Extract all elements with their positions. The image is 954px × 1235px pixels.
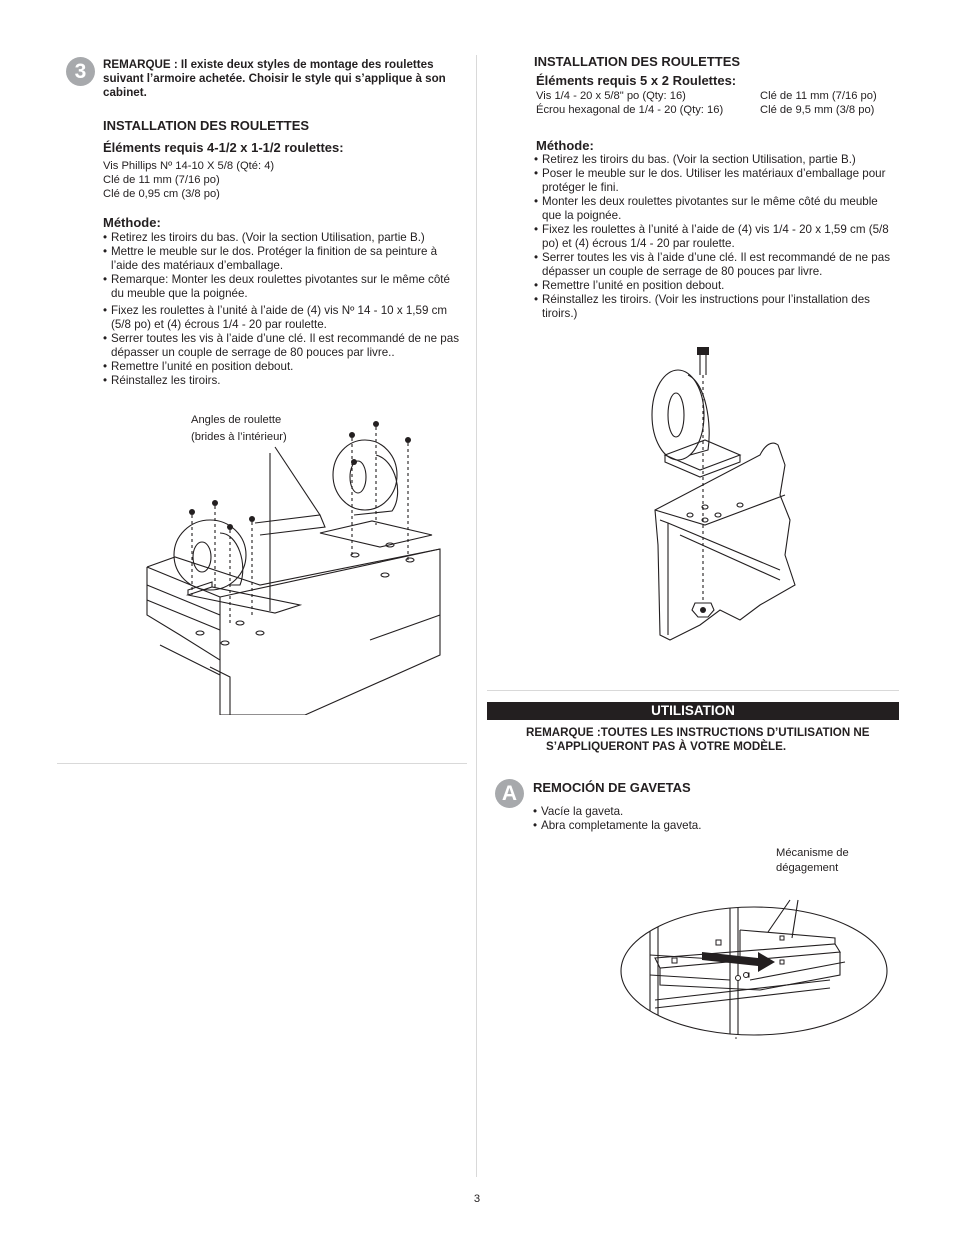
right-caster-illustration	[640, 345, 810, 645]
utilisation-section-bar: UTILISATION	[487, 702, 899, 720]
left-requirements-list	[103, 159, 403, 201]
left-section-rule	[57, 763, 467, 764]
left-callout-line: (brides à l’intérieur)	[191, 431, 287, 443]
right-requirements-col1	[536, 89, 723, 117]
right-requirements-title: Éléments requis 5 x 2 Roulettes:	[536, 73, 737, 88]
release-mechanism-line: Mécanisme de	[776, 847, 849, 859]
right-method-step: • Remettre l’unité en position debout.	[534, 279, 898, 293]
right-method-step: • Réinstallez les tiroirs. (Voir les instructions pour l’installation des tiroirs.)	[534, 293, 898, 321]
right-req-item: Clé de 9,5 mm (3/8 po)	[760, 104, 875, 116]
right-method-step: • Monter les deux roulettes pivotantes sur le même côté du meuble que la poignée.	[534, 195, 898, 223]
right-req-item: Vis 1/4 - 20 x 5/8" po (Qty: 16)	[536, 90, 686, 102]
left-caster-illustration	[140, 415, 450, 715]
right-method-step: • Fixez les roulettes à l’unité à l’aide de (4) vis 1/4 - 20 x 1,59 cm (5/8 po) et (4) écrous 1/4 - 20 par roulette.	[534, 223, 898, 251]
drawer-removal-title: REMOCIÓN DE GAVETAS	[533, 780, 691, 795]
left-method-step: • Réinstallez les tiroirs.	[103, 374, 465, 388]
left-method-title: Méthode:	[103, 215, 161, 230]
right-req-item: Écrou hexagonal de 1/4 - 20 (Qty: 16)	[536, 104, 724, 116]
step-3-badge: 3	[66, 57, 95, 86]
right-method-step: • Retirez les tiroirs du bas. (Voir la section Utilisation, partie B.)	[534, 153, 898, 167]
left-note: REMARQUE : Il existe deux styles de montage des roulettes suivant l’armoire achetée. Choisir le style qui s’applique à son cabinet.	[103, 58, 446, 99]
drawer-removal-step: • Vacíe la gaveta.	[533, 805, 833, 819]
right-req-item: Clé de 11 mm (7/16 po)	[760, 90, 877, 102]
release-mechanism-line: dégagement	[776, 862, 839, 874]
left-method-step: • Remettre l’unité en position debout.	[103, 360, 465, 374]
left-method-step: • Retirez les tiroirs du bas. (Voir la section Utilisation, partie B.)	[103, 231, 465, 245]
release-mechanism-label	[776, 846, 849, 875]
left-requirements-title: Éléments requis 4-1/2 x 1-1/2 roulettes:	[103, 140, 344, 155]
left-method-step: • Remarque: Monter les deux roulettes pivotantes sur le même côté du meuble que la poignée.	[103, 273, 465, 301]
drawer-removal-list	[533, 805, 833, 833]
step-a-badge: A	[495, 779, 524, 808]
right-section-title: INSTALLATION DES ROULETTES	[534, 54, 741, 69]
right-method-list	[534, 153, 898, 321]
left-req-item: Vis Phillips Nº 14-10 X 5/8 (Qté: 4)	[103, 160, 275, 172]
right-method-step: • Serrer toutes les vis à l’aide d’une clé. Il est recommandé de ne pas dépasser un couple de serrage de 80 pouces par livre.	[534, 251, 898, 279]
column-divider	[476, 55, 477, 1177]
left-method-step: • Serrer toutes les vis à l’aide d’une clé. Il est recommandé de ne pas dépasser un couple de serrage de 80 pouces par livre..	[103, 332, 465, 360]
right-method-title: Méthode:	[536, 138, 594, 153]
left-section-title: INSTALLATION DES ROULETTES	[103, 118, 310, 133]
left-method-step: • Mettre le meuble sur le dos. Protéger la finition de sa peinture à l’aide des matériaux d’emballage.	[103, 245, 465, 273]
drawer-slide-illustration	[620, 880, 890, 1045]
page-number: 3	[473, 1193, 481, 1205]
right-note	[526, 726, 898, 754]
left-req-item: Clé de 0,95 cm (3/8 po)	[103, 188, 220, 200]
left-method-step: • Fixez les roulettes à l’unité à l’aide de (4) vis Nº 14 - 10 x 1,59 cm (5/8 po) et (4) écrous 1/4 - 20 par roulette.	[103, 304, 465, 332]
right-method-step: • Poser le meuble sur le dos. Utiliser les matériaux d’emballage pour protéger le fini.	[534, 167, 898, 195]
right-note-text: REMARQUE :TOUTES LES INSTRUCTIONS D’UTILISATION NE S’APPLIQUERONT PAS À VOTRE MODÈLE.	[526, 726, 870, 753]
drawer-removal-step: • Abra completamente la gaveta.	[533, 819, 833, 833]
left-callout-line: Angles de roulette	[191, 414, 282, 426]
left-method-list	[103, 231, 465, 388]
left-req-item: Clé de 11 mm (7/16 po)	[103, 174, 220, 186]
right-requirements-col2	[760, 89, 877, 117]
right-section-rule	[487, 690, 899, 691]
